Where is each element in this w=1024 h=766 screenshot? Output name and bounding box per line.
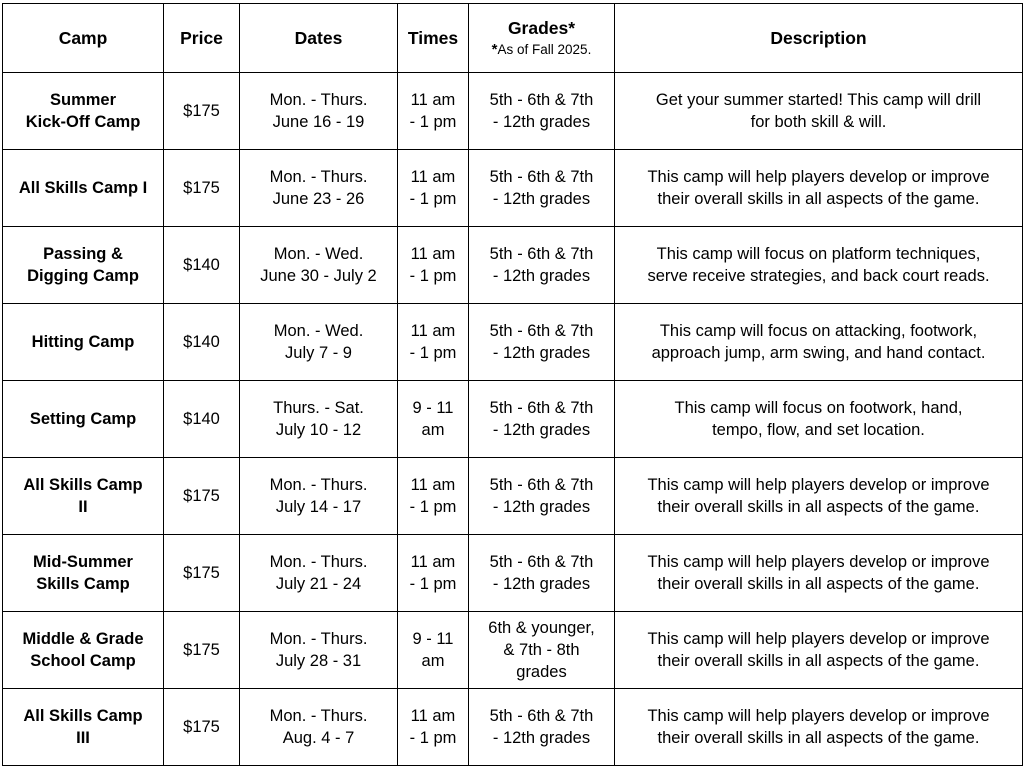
description-line: This camp will focus on platform techniques, (656, 245, 981, 263)
description-line: their overall skills in all aspects of the game. (657, 190, 980, 208)
grades-line: 5th - 6th & 7th (489, 399, 594, 417)
grades-line: 5th - 6th & 7th (489, 245, 594, 263)
camp-dates (240, 458, 398, 535)
camp-days: Mon. - Wed. (273, 245, 364, 263)
camp-times (398, 304, 469, 381)
camp-grades (469, 304, 615, 381)
camp-name-line: School Camp (30, 652, 136, 670)
camp-name-line: All Skills Camp (23, 476, 143, 494)
camp-times (398, 535, 469, 612)
time-line: am (421, 421, 445, 439)
camp-name-line: Summer (49, 91, 117, 109)
table-row (3, 227, 1023, 304)
camp-name-line: Digging Camp (27, 267, 139, 285)
camp-name-line: Skills Camp (36, 575, 130, 593)
time-line: - 1 pm (409, 729, 457, 747)
description-line: This camp will help players develop or improve (647, 707, 990, 725)
time-line: 11 am (410, 707, 456, 725)
camp-name (3, 535, 164, 612)
camp-price: $175 (164, 73, 240, 150)
camp-dates (240, 689, 398, 766)
description-line: This camp will focus on footwork, hand, (674, 399, 963, 417)
table-row (3, 535, 1023, 612)
camp-name (3, 458, 164, 535)
time-line: - 1 pm (409, 113, 457, 131)
time-line: 11 am (410, 553, 456, 571)
camp-price: $175 (164, 150, 240, 227)
time-line: 11 am (410, 168, 456, 186)
header-dates: Dates (240, 4, 398, 73)
camp-name (3, 689, 164, 766)
camp-date-range: July 7 - 9 (285, 344, 352, 362)
table-row (3, 381, 1023, 458)
camp-description (615, 227, 1023, 304)
header-grades-label: Grades* (507, 18, 576, 38)
time-line: - 1 pm (409, 498, 457, 516)
camp-name-line: All Skills Camp (23, 707, 143, 725)
camp-name (3, 227, 164, 304)
table-header-row (3, 4, 1023, 73)
camp-name-line: II (78, 498, 88, 516)
camp-name-line: Mid-Summer (33, 553, 133, 571)
description-line: tempo, flow, and set location. (712, 421, 925, 439)
camp-days: Thurs. - Sat. (273, 399, 364, 417)
grades-line: - 12th grades (492, 190, 591, 208)
description-line: their overall skills in all aspects of the game. (657, 729, 980, 747)
camp-dates (240, 227, 398, 304)
camp-schedule-table (2, 3, 1023, 766)
grades-footnote (472, 40, 611, 60)
camp-days: Mon. - Thurs. (269, 553, 368, 571)
camp-name (3, 150, 164, 227)
time-line: am (421, 652, 445, 670)
camp-description (615, 535, 1023, 612)
header-times: Times (398, 4, 469, 73)
grades-line: 5th - 6th & 7th (489, 707, 594, 725)
camp-days: Mon. - Thurs. (269, 707, 368, 725)
camp-dates (240, 535, 398, 612)
time-line: - 1 pm (409, 575, 457, 593)
description-line: serve receive strategies, and back court reads. (647, 267, 990, 285)
camp-dates (240, 73, 398, 150)
camp-times (398, 381, 469, 458)
time-line: - 1 pm (409, 190, 457, 208)
camp-price: $140 (164, 381, 240, 458)
table-row (3, 73, 1023, 150)
time-line: 9 - 11 (412, 630, 454, 648)
camp-description (615, 458, 1023, 535)
camp-description (615, 689, 1023, 766)
camp-times (398, 227, 469, 304)
camp-days: Mon. - Thurs. (269, 630, 368, 648)
camp-grades (469, 381, 615, 458)
camp-date-range: June 16 - 19 (272, 113, 365, 131)
camp-price: $175 (164, 689, 240, 766)
grades-line: 5th - 6th & 7th (489, 168, 594, 186)
table-row (3, 458, 1023, 535)
time-line: 9 - 11 (412, 399, 454, 417)
camp-days: Mon. - Wed. (273, 322, 364, 340)
camp-name (3, 73, 164, 150)
description-line: for both skill & will. (750, 113, 887, 131)
grades-line: grades (516, 663, 567, 681)
camp-date-range: July 14 - 17 (275, 498, 362, 516)
camp-times (398, 73, 469, 150)
camp-name-line: All Skills Camp I (18, 179, 148, 197)
camp-price: $140 (164, 304, 240, 381)
camp-name (3, 612, 164, 689)
camp-times (398, 458, 469, 535)
time-line: 11 am (410, 245, 456, 263)
camp-name-line: Middle & Grade (22, 630, 144, 648)
camp-days: Mon. - Thurs. (269, 91, 368, 109)
camp-name (3, 304, 164, 381)
table-row (3, 612, 1023, 689)
camp-price: $175 (164, 612, 240, 689)
camp-price: $175 (164, 458, 240, 535)
camp-price: $175 (164, 535, 240, 612)
camp-date-range: July 28 - 31 (275, 652, 362, 670)
table-row (3, 150, 1023, 227)
description-line: This camp will help players develop or improve (647, 476, 990, 494)
time-line: 11 am (410, 476, 456, 494)
grades-line: 5th - 6th & 7th (489, 322, 594, 340)
header-description: Description (615, 4, 1023, 73)
camp-date-range: July 10 - 12 (275, 421, 362, 439)
grades-line: - 12th grades (492, 344, 591, 362)
table-row (3, 689, 1023, 766)
camp-description (615, 381, 1023, 458)
grades-line: - 12th grades (492, 729, 591, 747)
camp-grades (469, 73, 615, 150)
camp-name-line: Passing & (43, 245, 123, 263)
camp-price: $140 (164, 227, 240, 304)
time-line: - 1 pm (409, 344, 457, 362)
camp-grades (469, 227, 615, 304)
camp-date-range: June 23 - 26 (272, 190, 365, 208)
camp-description (615, 612, 1023, 689)
grades-line: - 12th grades (492, 267, 591, 285)
grades-line: - 12th grades (492, 421, 591, 439)
camp-times (398, 612, 469, 689)
camp-times (398, 689, 469, 766)
description-line: their overall skills in all aspects of the game. (657, 498, 980, 516)
time-line: - 1 pm (409, 267, 457, 285)
camp-date-range: June 30 - July 2 (260, 267, 377, 285)
camp-grades (469, 150, 615, 227)
time-line: 11 am (410, 322, 456, 340)
description-line: Get your summer started! This camp will drill (655, 91, 982, 109)
footnote-text: As of Fall 2025. (497, 42, 592, 57)
description-line: This camp will focus on attacking, footwork, (659, 322, 978, 340)
footnote-asterisk: * (491, 41, 498, 58)
camp-dates (240, 381, 398, 458)
camp-name-line: Hitting Camp (31, 333, 135, 351)
camp-dates (240, 612, 398, 689)
table-row (3, 304, 1023, 381)
camp-name-line: Setting Camp (29, 410, 137, 428)
camp-dates (240, 150, 398, 227)
description-line: This camp will help players develop or improve (647, 553, 990, 571)
header-grades (469, 4, 615, 73)
grades-line: - 12th grades (492, 113, 591, 131)
header-price: Price (164, 4, 240, 73)
header-camp: Camp (3, 4, 164, 73)
grades-line: - 12th grades (492, 575, 591, 593)
camp-times (398, 150, 469, 227)
camp-name (3, 381, 164, 458)
description-line: This camp will help players develop or improve (647, 630, 990, 648)
grades-line: 5th - 6th & 7th (489, 91, 594, 109)
description-line: their overall skills in all aspects of the game. (657, 652, 980, 670)
description-line: This camp will help players develop or improve (647, 168, 990, 186)
camp-date-range: July 21 - 24 (275, 575, 362, 593)
camp-grades (469, 689, 615, 766)
camp-description (615, 150, 1023, 227)
camp-grades (469, 612, 615, 689)
grades-line: 5th - 6th & 7th (489, 476, 594, 494)
camp-name-line: III (76, 729, 90, 747)
time-line: 11 am (410, 91, 456, 109)
description-line: approach jump, arm swing, and hand contact. (651, 344, 986, 362)
grades-line: 5th - 6th & 7th (489, 553, 594, 571)
grades-line: - 12th grades (492, 498, 591, 516)
camp-days: Mon. - Thurs. (269, 168, 368, 186)
grades-line: & 7th - 8th (503, 641, 580, 659)
grades-line: 6th & younger, (488, 619, 595, 637)
camp-grades (469, 535, 615, 612)
camp-date-range: Aug. 4 - 7 (282, 729, 355, 747)
camp-description (615, 304, 1023, 381)
camp-description (615, 73, 1023, 150)
camp-dates (240, 304, 398, 381)
description-line: their overall skills in all aspects of the game. (657, 575, 980, 593)
camp-name-line: Kick-Off Camp (25, 113, 141, 131)
camp-days: Mon. - Thurs. (269, 476, 368, 494)
camp-grades (469, 458, 615, 535)
